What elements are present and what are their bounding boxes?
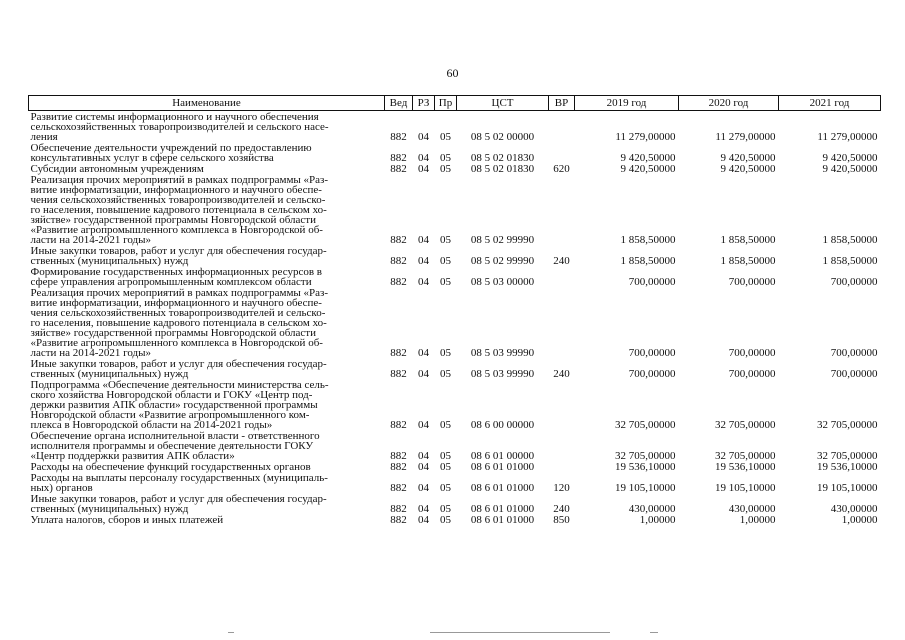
header-row: [29, 96, 881, 111]
table-row: [29, 493, 881, 514]
row-cst: 08 5 03 99990: [470, 347, 535, 359]
row-vr: [549, 111, 575, 143]
row-2020: 32 705,00000: [715, 450, 776, 462]
row-cst: 08 6 01 01000: [470, 461, 535, 473]
row-pr: 05: [440, 276, 451, 288]
scan-artifact: [228, 632, 234, 633]
row-2019: 9 420,50000: [620, 163, 676, 175]
header-cst: ЦСТ: [457, 96, 549, 111]
row-2019: 1 858,50000: [620, 234, 676, 246]
row-2021: 32 705,00000: [817, 450, 878, 462]
row-cst: 08 5 02 99990: [470, 255, 535, 267]
row-vr: [549, 266, 575, 287]
row-ved: 882: [390, 514, 407, 526]
row-ved: 882: [390, 234, 407, 246]
row-ved: 882: [390, 131, 407, 143]
table-row: [29, 514, 881, 525]
row-2020: 19 536,10000: [715, 461, 776, 473]
row-vr: [549, 461, 575, 472]
row-2021: 700,00000: [830, 368, 878, 380]
header-pr: Пр: [435, 96, 457, 111]
row-pr: 05: [440, 368, 451, 380]
row-cst: 08 5 02 01830: [470, 163, 535, 175]
row-rz: 04: [418, 368, 429, 380]
row-rz: 04: [418, 347, 429, 359]
row-ved: 882: [390, 368, 407, 380]
row-ved: 882: [390, 255, 407, 267]
table-row: [29, 287, 881, 358]
row-name: Обеспечение органа исполнительной власти - ответственного исполнителя программы и обеспечение деятельности ГОКУ «Центр поддержки развития АПК области»: [30, 430, 320, 462]
row-vr: 620: [553, 163, 570, 175]
row-2019: 32 705,00000: [615, 450, 676, 462]
row-vr: [549, 287, 575, 358]
row-name: Реализация прочих мероприятий в рамках подпрограммы «Раз- витие информатизации, информационного и научного обеспе- чения сельскохозяйственных товаропроизводителей и сельско- го населения, повышение кадрового потенциала в сельском хо- зяйстве» государственной программы Новгородской области «Развитие агропромышленного комплекса в Новгородской об- ласти на 2014-2021 годы»: [30, 174, 329, 246]
row-pr: 05: [440, 255, 451, 267]
row-2019: 1,00000: [639, 514, 676, 526]
row-2021: 700,00000: [830, 347, 878, 359]
row-rz: 04: [418, 152, 429, 164]
row-rz: 04: [418, 276, 429, 288]
row-name: Развитие системы информационного и научного обеспечения сельскохозяйственных товаропроизводителей и сельского насе- ления: [30, 111, 329, 143]
row-2020: 32 705,00000: [715, 419, 776, 431]
row-vr: 240: [553, 368, 570, 380]
row-cst: 08 5 02 01830: [470, 152, 535, 164]
row-name: Обеспечение деятельности учреждений по предоставлению консультативных услуг в сфере сельского хозяйства: [30, 142, 312, 164]
header-rz: РЗ: [413, 96, 435, 111]
row-2019: 700,00000: [628, 276, 676, 288]
row-pr: 05: [440, 234, 451, 246]
header-2019: 2019 год: [575, 96, 679, 111]
table-row: [29, 111, 881, 143]
row-name: Иные закупки товаров, работ и услуг для обеспечения государ- ственных (муниципальных) нужд: [30, 358, 327, 380]
row-pr: 05: [440, 514, 451, 526]
row-2019: 32 705,00000: [615, 419, 676, 431]
row-cst: 08 6 00 00000: [470, 419, 535, 431]
table-row: [29, 245, 881, 266]
row-2021: 9 420,50000: [822, 163, 878, 175]
row-vr: 850: [553, 514, 570, 526]
row-2020: 1,00000: [739, 514, 776, 526]
row-name: Расходы на выплаты персоналу государственных (муниципаль- ных) органов: [30, 472, 328, 494]
row-2021: 11 279,00000: [817, 131, 878, 143]
table-row: [29, 174, 881, 245]
row-2020: 9 420,50000: [720, 152, 776, 164]
row-cst: 08 5 02 00000: [470, 131, 535, 143]
row-2019: 700,00000: [628, 347, 676, 359]
row-cst: 08 6 01 01000: [470, 503, 535, 515]
row-vr: 120: [553, 482, 570, 494]
table-row: [29, 358, 881, 379]
row-2021: 430,00000: [830, 503, 878, 515]
header-name: Наименование: [29, 96, 385, 111]
row-2019: 9 420,50000: [620, 152, 676, 164]
row-2020: 430,00000: [728, 503, 776, 515]
row-ved: 882: [390, 503, 407, 515]
row-2020: 1 858,50000: [720, 234, 776, 246]
row-rz: 04: [418, 163, 429, 175]
row-2020: 700,00000: [728, 276, 776, 288]
table-row: [29, 461, 881, 472]
row-rz: 04: [418, 419, 429, 431]
row-pr: 05: [440, 163, 451, 175]
row-pr: 05: [440, 461, 451, 473]
row-cst: 08 5 03 00000: [470, 276, 535, 288]
row-2019: 430,00000: [628, 503, 676, 515]
header-ved: Вед: [385, 96, 413, 111]
table-header: [29, 96, 881, 111]
row-pr: 05: [440, 482, 451, 494]
row-2020: 700,00000: [728, 368, 776, 380]
row-2021: 9 420,50000: [822, 152, 878, 164]
header-vr: ВР: [549, 96, 575, 111]
row-ved: 882: [390, 276, 407, 288]
row-2019: 1 858,50000: [620, 255, 676, 267]
row-2021: 32 705,00000: [817, 419, 878, 431]
row-2021: 1,00000: [841, 514, 878, 526]
row-ved: 882: [390, 461, 407, 473]
row-pr: 05: [440, 131, 451, 143]
row-2021: 19 105,10000: [817, 482, 878, 494]
row-ved: 882: [390, 152, 407, 164]
row-2019: 19 105,10000: [615, 482, 676, 494]
row-cst: 08 6 01 01000: [470, 514, 535, 526]
row-pr: 05: [440, 419, 451, 431]
row-cst: 08 6 01 01000: [470, 482, 535, 494]
row-vr: [549, 379, 575, 430]
table-row: [29, 379, 881, 430]
row-ved: 882: [390, 482, 407, 494]
row-2019: 11 279,00000: [615, 131, 676, 143]
page-number: 60: [446, 66, 459, 80]
row-name: Реализация прочих мероприятий в рамках подпрограммы «Раз- витие информатизации, информационного и научного обеспе- чения сельскохозяйственных товаропроизводителей и сельско- го населения, повышение кадрового потенциала в сельском хо- зяйстве» государственной программы Новгородской области «Развитие агропромышленного комплекса в Новгородской об- ласти на 2014-2021 годы»: [30, 287, 329, 359]
row-2020: 1 858,50000: [720, 255, 776, 267]
row-name: Расходы на обеспечение функций государственных органов: [30, 461, 311, 473]
row-2020: 9 420,50000: [720, 163, 776, 175]
row-rz: 04: [418, 255, 429, 267]
budget-table: [28, 95, 881, 525]
row-ved: 882: [390, 163, 407, 175]
row-name: Подпрограмма «Обеспечение деятельности министерства сель- ского хозяйства Новгородской области и ГОКУ «Центр под- держки развития АПК области» государственной программы Новгородской области «Развитие агропромышленного ком- плекса в Новгородской области на 2014-2021 годы»: [30, 379, 329, 431]
row-rz: 04: [418, 234, 429, 246]
row-pr: 05: [440, 152, 451, 164]
row-vr: 240: [553, 503, 570, 515]
row-2019: 19 536,10000: [615, 461, 676, 473]
row-rz: 04: [418, 131, 429, 143]
row-cst: 08 6 01 00000: [470, 450, 535, 462]
row-2020: 19 105,10000: [715, 482, 776, 494]
row-2021: 1 858,50000: [822, 234, 878, 246]
table-row: [29, 163, 881, 174]
table-body: [29, 111, 881, 526]
row-rz: 04: [418, 514, 429, 526]
row-2020: 11 279,00000: [715, 131, 776, 143]
row-2021: 19 536,10000: [817, 461, 878, 473]
row-vr: [549, 142, 575, 163]
row-rz: 04: [418, 482, 429, 494]
row-name: Иные закупки товаров, работ и услуг для обеспечения государ- ственных (муниципальных) нужд: [30, 245, 327, 267]
scan-artifact: [430, 632, 610, 633]
row-2019: 700,00000: [628, 368, 676, 380]
table-row: [29, 430, 881, 461]
row-2021: 700,00000: [830, 276, 878, 288]
header-2020: 2020 год: [679, 96, 779, 111]
scan-artifact: [650, 632, 658, 633]
row-name: Формирование государственных информационных ресурсов в сфере управления агропромышленным комплексом области: [30, 266, 322, 288]
row-cst: 08 5 02 99990: [470, 234, 535, 246]
table-row: [29, 142, 881, 163]
table-row: [29, 472, 881, 493]
row-pr: 05: [440, 450, 451, 462]
header-2021: 2021 год: [779, 96, 881, 111]
row-rz: 04: [418, 461, 429, 473]
row-2020: 700,00000: [728, 347, 776, 359]
row-rz: 04: [418, 503, 429, 515]
row-ved: 882: [390, 347, 407, 359]
row-vr: 240: [553, 255, 570, 267]
row-2021: 1 858,50000: [822, 255, 878, 267]
row-name: Уплата налогов, сборов и иных платежей: [30, 514, 224, 526]
row-ved: 882: [390, 419, 407, 431]
row-name: Иные закупки товаров, работ и услуг для обеспечения государ- ственных (муниципальных) нужд: [30, 493, 327, 515]
row-name: Субсидии автономным учреждениям: [30, 163, 204, 175]
row-ved: 882: [390, 450, 407, 462]
table-row: [29, 266, 881, 287]
row-vr: [549, 174, 575, 245]
row-rz: 04: [418, 450, 429, 462]
row-cst: 08 5 03 99990: [470, 368, 535, 380]
row-pr: 05: [440, 503, 451, 515]
row-vr: [549, 430, 575, 461]
row-pr: 05: [440, 347, 451, 359]
